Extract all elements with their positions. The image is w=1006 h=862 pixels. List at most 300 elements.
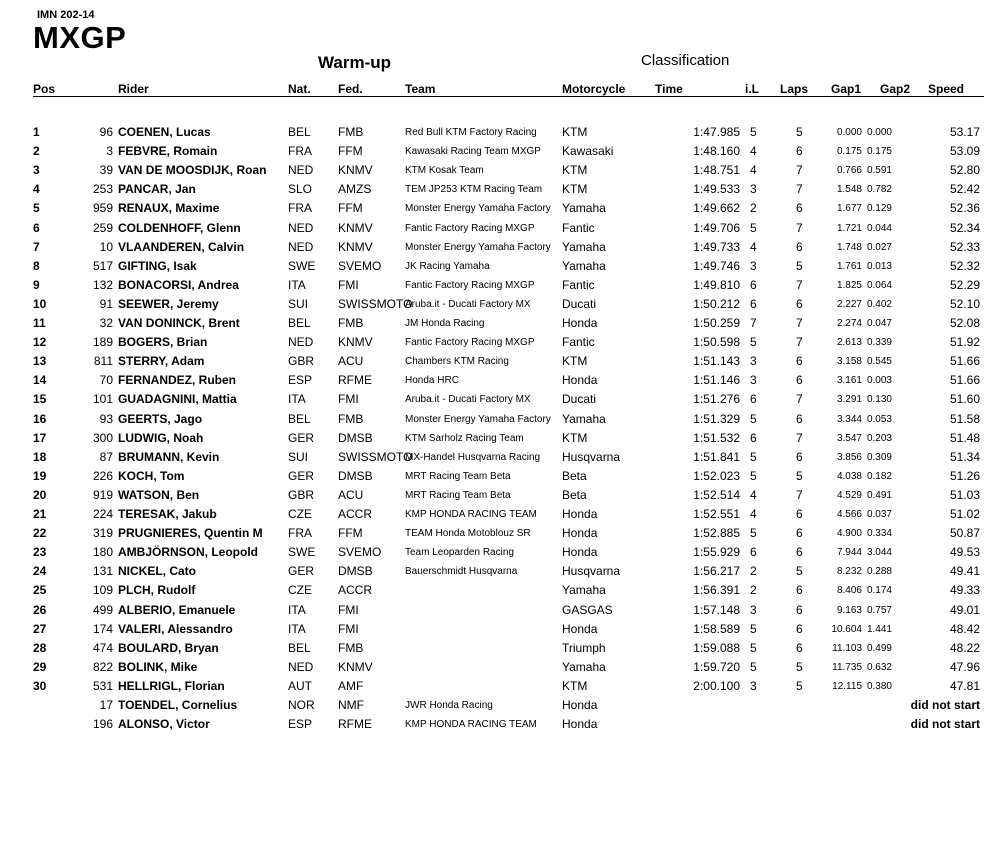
ideal-lap: 6 [750, 297, 757, 311]
gap-to-leader: 12.115 [832, 681, 862, 692]
motorcycle: Yamaha [562, 259, 606, 273]
nationality: BEL [288, 641, 311, 655]
table-row [0, 200, 1006, 218]
gap-to-previous: 0.174 [866, 585, 892, 596]
ideal-lap: 5 [750, 450, 757, 464]
column-header-rider: Rider [118, 82, 149, 96]
average-speed: 52.08 [949, 316, 980, 330]
motorcycle: KTM [562, 182, 588, 196]
federation: DMSB [338, 564, 373, 578]
motorcycle: Honda [562, 622, 598, 636]
gap-to-previous: 0.013 [866, 261, 892, 272]
team-name: Monster Energy Yamaha Factory [405, 414, 551, 425]
gap-to-leader: 3.856 [836, 452, 862, 463]
ideal-lap: 2 [750, 564, 757, 578]
pos-cell: 12 [33, 335, 47, 349]
nationality: NOR [288, 698, 315, 712]
rider-number: 70 [99, 373, 113, 387]
status-label: did not start [910, 698, 980, 712]
pos-cell: 14 [33, 373, 47, 387]
table-row [0, 353, 1006, 371]
rider-number: 101 [92, 392, 113, 406]
motorcycle: Ducati [562, 297, 597, 311]
rider-number: 253 [92, 182, 113, 196]
gap-to-previous: 0.334 [866, 528, 892, 539]
nationality: ESP [288, 373, 313, 387]
motorcycle: Husqvarna [562, 450, 621, 464]
table-row [0, 487, 1006, 505]
ideal-lap: 5 [750, 641, 757, 655]
rider-name: ALONSO, Victor [118, 717, 210, 731]
ideal-lap: 5 [750, 526, 757, 540]
rider-name: VLAANDEREN, Calvin [118, 240, 245, 254]
gap-to-leader: 11.735 [832, 662, 862, 673]
pos-cell: 5 [33, 201, 40, 215]
ideal-lap: 5 [750, 221, 757, 235]
table-row [0, 162, 1006, 180]
team-name: Monster Energy Yamaha Factory [405, 242, 551, 253]
table-row [0, 258, 1006, 276]
average-speed: 51.02 [949, 507, 980, 521]
laps-count: 6 [796, 526, 803, 540]
average-speed: 53.17 [949, 125, 980, 139]
gap-to-previous: 0.545 [866, 356, 892, 367]
table-row [0, 372, 1006, 390]
average-speed: 51.66 [949, 354, 980, 368]
team-name: MRT Racing Team Beta [405, 471, 511, 482]
table-row [0, 239, 1006, 257]
pos-cell: 7 [33, 240, 40, 254]
pos-cell: 23 [33, 545, 47, 559]
ideal-lap: 4 [750, 144, 757, 158]
motorcycle: Beta [562, 488, 587, 502]
pos-cell: 22 [33, 526, 47, 540]
gap-to-previous: 0.044 [866, 223, 892, 234]
federation: SWISSMOTO [338, 297, 413, 311]
team-name: MRT Racing Team Beta [405, 490, 511, 501]
pos-cell: 30 [33, 679, 47, 693]
table-row [0, 411, 1006, 429]
ideal-lap: 6 [750, 392, 757, 406]
team-name: Team Leoparden Racing [405, 547, 514, 558]
gap-to-previous: 0.053 [866, 414, 892, 425]
laps-count: 7 [796, 335, 803, 349]
column-header-laps: Laps [780, 82, 809, 96]
laps-count: 5 [796, 660, 803, 674]
average-speed: 52.32 [949, 259, 980, 273]
ideal-lap: 5 [750, 335, 757, 349]
gap-to-previous: 0.402 [866, 299, 892, 310]
nationality: FRA [288, 201, 312, 215]
average-speed: 49.33 [949, 583, 980, 597]
team-name: Aruba.it - Ducati Factory MX [405, 394, 531, 405]
average-speed: 51.66 [949, 373, 980, 387]
nationality: GBR [288, 354, 315, 368]
federation: SVEMO [338, 259, 382, 273]
column-header-il: i.L [745, 82, 759, 96]
rider-name: ALBERIO, Emanuele [118, 603, 236, 617]
gap-to-previous: 0.632 [866, 662, 892, 673]
gap-to-leader: 3.547 [836, 433, 862, 444]
lap-time: 1:51.532 [693, 431, 740, 445]
rider-name: AMBJÖRNSON, Leopold [118, 545, 258, 559]
gap-to-leader: 3.344 [836, 414, 862, 425]
nationality: SWE [288, 259, 316, 273]
team-name: Fantic Factory Racing MXGP [405, 337, 535, 348]
federation: RFME [338, 717, 372, 731]
team-name: Aruba.it - Ducati Factory MX [405, 299, 531, 310]
document-type: Classification [641, 52, 730, 69]
pos-cell: 11 [33, 316, 46, 330]
table-row [0, 506, 1006, 524]
table-row [0, 621, 1006, 639]
pos-cell: 6 [33, 221, 40, 235]
average-speed: 51.34 [949, 450, 980, 464]
rider-number: 319 [92, 526, 113, 540]
gap-to-previous: 0.782 [866, 184, 892, 195]
average-speed: 47.96 [949, 660, 980, 674]
gap-to-leader: 4.900 [836, 528, 862, 539]
team-name: Red Bull KTM Factory Racing [405, 127, 537, 138]
federation: FFM [338, 144, 363, 158]
rider-number: 180 [92, 545, 113, 559]
gap-to-leader: 7.944 [836, 547, 862, 558]
lap-time: 1:49.662 [693, 201, 740, 215]
column-header-motorcycle: Motorcycle [562, 82, 626, 96]
gap-to-previous: 0.175 [866, 146, 892, 157]
motorcycle: Yamaha [562, 240, 606, 254]
rider-number: 93 [99, 412, 113, 426]
team-name: JM Honda Racing [405, 318, 485, 329]
lap-time: 1:52.514 [693, 488, 740, 502]
lap-time: 1:51.146 [693, 373, 740, 387]
laps-count: 6 [796, 603, 803, 617]
team-name: TEM JP253 KTM Racing Team [405, 184, 543, 195]
average-speed: 51.92 [949, 335, 980, 349]
pos-cell: 3 [33, 163, 40, 177]
motorcycle: Yamaha [562, 583, 606, 597]
rider-name: STERRY, Adam [118, 354, 205, 368]
lap-time: 1:50.598 [693, 335, 740, 349]
pos-cell: 20 [33, 488, 47, 502]
ideal-lap: 5 [750, 125, 757, 139]
nationality: BEL [288, 125, 311, 139]
federation: FMB [338, 125, 364, 139]
column-header-gap1: Gap1 [831, 82, 862, 96]
rider-name: GIFTING, Isak [118, 259, 197, 273]
nationality: ITA [288, 392, 306, 406]
ideal-lap: 4 [750, 163, 757, 177]
rider-number: 3 [106, 144, 113, 158]
pos-cell: 4 [33, 182, 40, 196]
average-speed: 52.10 [949, 297, 980, 311]
ideal-lap: 4 [750, 507, 757, 521]
lap-time: 1:52.885 [693, 526, 740, 540]
table-row [0, 143, 1006, 161]
laps-count: 6 [796, 641, 803, 655]
nationality: ITA [288, 622, 306, 636]
rider-name: VAN DONINCK, Brent [118, 316, 240, 330]
rider-name: LUDWIG, Noah [118, 431, 204, 445]
table-row [0, 602, 1006, 620]
lap-time: 1:59.720 [693, 660, 740, 674]
federation: ACU [338, 354, 364, 368]
ideal-lap: 2 [750, 201, 757, 215]
average-speed: 52.33 [949, 240, 980, 254]
average-speed: 52.42 [949, 182, 980, 196]
rider-name: PANCAR, Jan [118, 182, 196, 196]
rider-number: 189 [92, 335, 113, 349]
motorcycle: GASGAS [562, 603, 613, 617]
motorcycle: Honda [562, 698, 598, 712]
motorcycle: Fantic [562, 278, 595, 292]
federation: AMF [338, 679, 364, 693]
federation: FFM [338, 201, 363, 215]
rider-number: 96 [99, 125, 113, 139]
laps-count: 5 [796, 125, 803, 139]
rider-number: 109 [92, 583, 113, 597]
column-header-fed: Fed. [338, 82, 363, 96]
average-speed: 51.58 [949, 412, 980, 426]
team-name: KMP HONDA RACING TEAM [405, 719, 537, 730]
gap-to-previous: 0.027 [866, 242, 892, 253]
table-row [0, 391, 1006, 409]
table-row [0, 449, 1006, 467]
rider-name: RENAUX, Maxime [118, 201, 220, 215]
nationality: GER [288, 469, 315, 483]
rider-number: 32 [99, 316, 113, 330]
table-row [0, 525, 1006, 543]
federation: KNMV [338, 240, 373, 254]
lap-time: 1:49.810 [693, 278, 740, 292]
laps-count: 7 [796, 182, 803, 196]
federation: FMB [338, 412, 364, 426]
ideal-lap: 6 [750, 545, 757, 559]
rider-name: HELLRIGL, Florian [118, 679, 225, 693]
lap-time: 1:49.733 [693, 240, 740, 254]
federation: DMSB [338, 469, 373, 483]
gap-to-leader: 0.000 [836, 127, 862, 138]
column-header-team: Team [405, 82, 436, 96]
rider-number: 259 [92, 221, 113, 235]
document-code: IMN 202-14 [37, 9, 95, 21]
rider-name: VALERI, Alessandro [118, 622, 233, 636]
gap-to-previous: 0.339 [866, 337, 892, 348]
gap-to-leader: 0.175 [836, 146, 862, 157]
pos-cell: 18 [33, 450, 47, 464]
ideal-lap: 3 [750, 679, 757, 693]
average-speed: 48.42 [949, 622, 980, 636]
average-speed: 52.36 [949, 201, 980, 215]
ideal-lap: 5 [750, 622, 757, 636]
session-title: Warm-up [318, 53, 392, 72]
lap-time: 1:55.929 [693, 545, 740, 559]
rider-number: 517 [92, 259, 113, 273]
gap-to-previous: 0.037 [866, 509, 892, 520]
rider-name: BOULARD, Bryan [118, 641, 219, 655]
gap-to-leader: 1.761 [836, 261, 862, 272]
pos-cell: 8 [33, 259, 40, 273]
ideal-lap: 4 [750, 488, 757, 502]
ideal-lap: 4 [750, 240, 757, 254]
average-speed: 49.41 [949, 564, 980, 578]
ideal-lap: 7 [750, 316, 757, 330]
rider-name: SEEWER, Jeremy [118, 297, 219, 311]
federation: FMI [338, 603, 359, 617]
pos-cell: 29 [33, 660, 47, 674]
lap-time: 1:51.143 [693, 354, 740, 368]
team-name: Fantic Factory Racing MXGP [405, 280, 535, 291]
rider-number: 10 [99, 240, 113, 254]
laps-count: 7 [796, 316, 803, 330]
pos-cell: 13 [33, 354, 47, 368]
average-speed: 47.81 [949, 679, 980, 693]
laps-count: 6 [796, 144, 803, 158]
laps-count: 6 [796, 412, 803, 426]
laps-count: 5 [796, 679, 803, 693]
pos-cell: 1 [33, 125, 40, 139]
federation: ACCR [338, 583, 373, 597]
federation: NMF [338, 698, 364, 712]
motorcycle: KTM [562, 431, 588, 445]
ideal-lap: 3 [750, 259, 757, 273]
gap-to-previous: 0.130 [866, 394, 892, 405]
gap-to-leader: 11.103 [832, 643, 862, 654]
lap-time: 1:56.391 [693, 583, 740, 597]
rider-name: KOCH, Tom [118, 469, 185, 483]
motorcycle: Honda [562, 717, 598, 731]
team-name: KTM Kosak Team [405, 165, 484, 176]
table-row [0, 544, 1006, 562]
laps-count: 7 [796, 392, 803, 406]
average-speed: 51.03 [949, 488, 980, 502]
gap-to-previous: 0.129 [866, 203, 892, 214]
federation: FMB [338, 316, 364, 330]
gap-to-leader: 1.677 [836, 203, 862, 214]
motorcycle: Honda [562, 316, 598, 330]
team-name: Fantic Factory Racing MXGP [405, 223, 535, 234]
pos-cell: 27 [33, 622, 47, 636]
nationality: FRA [288, 526, 312, 540]
rider-number: 811 [93, 354, 113, 368]
rider-name: WATSON, Ben [118, 488, 200, 502]
team-name: MX-Handel Husqvarna Racing [405, 452, 541, 463]
table-row [0, 640, 1006, 658]
average-speed: 52.34 [949, 221, 980, 235]
gap-to-leader: 4.038 [836, 471, 862, 482]
laps-count: 6 [796, 507, 803, 521]
laps-count: 6 [796, 622, 803, 636]
team-name: TEAM Honda Motoblouz SR [405, 528, 531, 539]
gap-to-previous: 0.182 [866, 471, 892, 482]
ideal-lap: 3 [750, 354, 757, 368]
table-row [0, 430, 1006, 448]
gap-to-previous: 0.000 [866, 127, 892, 138]
lap-time: 1:52.551 [693, 507, 740, 521]
laps-count: 5 [796, 469, 803, 483]
gap-to-previous: 0.591 [866, 165, 892, 176]
federation: ACCR [338, 507, 373, 521]
federation: FMI [338, 392, 359, 406]
federation: KNMV [338, 660, 373, 674]
ideal-lap: 3 [750, 603, 757, 617]
nationality: SUI [288, 450, 309, 464]
laps-count: 6 [796, 545, 803, 559]
table-row [0, 124, 1006, 142]
federation: KNMV [338, 163, 373, 177]
gap-to-leader: 3.158 [836, 356, 862, 367]
federation: FMI [338, 622, 359, 636]
rider-number: 474 [92, 641, 113, 655]
rider-number: 17 [99, 698, 113, 712]
rider-number: 39 [99, 163, 113, 177]
lap-time: 1:50.212 [693, 297, 740, 311]
federation: AMZS [338, 182, 372, 196]
team-name: Monster Energy Yamaha Factory [405, 203, 551, 214]
table-row [0, 716, 1006, 734]
gap-to-leader: 0.766 [836, 165, 862, 176]
rider-name: GUADAGNINI, Mattia [118, 392, 237, 406]
gap-to-previous: 0.288 [866, 566, 892, 577]
ideal-lap: 3 [750, 182, 757, 196]
nationality: GER [288, 564, 315, 578]
gap-to-previous: 0.309 [866, 452, 892, 463]
laps-count: 7 [796, 278, 803, 292]
nationality: ITA [288, 278, 306, 292]
motorcycle: Triumph [562, 641, 606, 655]
laps-count: 6 [796, 201, 803, 215]
rider-name: BONACORSI, Andrea [118, 278, 239, 292]
average-speed: 52.80 [949, 163, 980, 177]
laps-count: 6 [796, 354, 803, 368]
lap-time: 1:51.841 [693, 450, 740, 464]
gap-to-previous: 3.044 [866, 547, 892, 558]
motorcycle: KTM [562, 163, 588, 177]
rider-name: BRUMANN, Kevin [118, 450, 220, 464]
lap-time: 2:00.100 [693, 679, 740, 693]
rider-number: 91 [99, 297, 113, 311]
nationality: BEL [288, 316, 311, 330]
federation: ACU [338, 488, 364, 502]
pos-cell: 21 [33, 507, 47, 521]
nationality: NED [288, 335, 314, 349]
team-name: Bauerschmidt Husqvarna [405, 566, 518, 577]
lap-time: 1:56.217 [693, 564, 740, 578]
gap-to-previous: 0.047 [866, 318, 892, 329]
rider-name: GEERTS, Jago [118, 412, 203, 426]
federation: SVEMO [338, 545, 382, 559]
motorcycle: Yamaha [562, 660, 606, 674]
gap-to-previous: 0.003 [866, 375, 892, 386]
nationality: CZE [288, 507, 312, 521]
rider-name: PLCH, Rudolf [118, 583, 196, 597]
nationality: CZE [288, 583, 312, 597]
gap-to-leader: 3.161 [836, 375, 862, 386]
ideal-lap: 5 [750, 412, 757, 426]
lap-time: 1:47.985 [693, 125, 740, 139]
lap-time: 1:49.746 [693, 259, 740, 273]
lap-time: 1:58.589 [693, 622, 740, 636]
federation: FMB [338, 641, 364, 655]
pos-cell: 26 [33, 603, 47, 617]
column-header-pos: Pos [33, 82, 56, 96]
rider-number: 822 [92, 660, 113, 674]
laps-count: 6 [796, 373, 803, 387]
federation: FFM [338, 526, 363, 540]
rider-name: COLDENHOFF, Glenn [118, 221, 241, 235]
pos-cell: 25 [33, 583, 47, 597]
series-title: MXGP [33, 20, 127, 55]
